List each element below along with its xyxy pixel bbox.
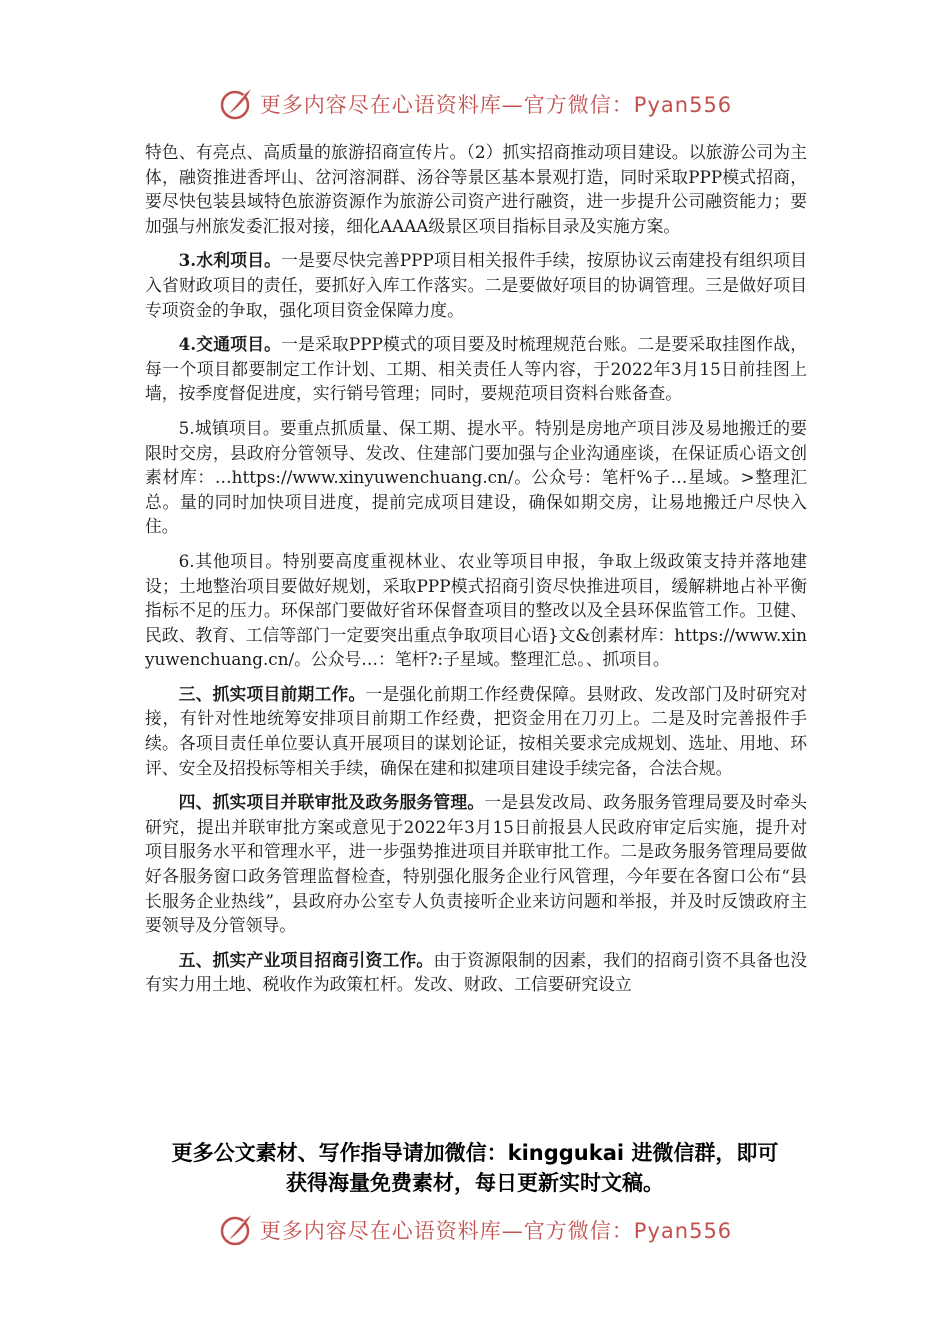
paragraph-other-projects: [145, 549, 807, 672]
footer-banner: [0, 1210, 950, 1250]
promo-line-1: 更多公文素材、写作指导请加微信：kinggukai 进微信群，即可: [171, 1141, 779, 1165]
document-body: [145, 140, 807, 1007]
paragraph-heading: 3.水利项目。: [178, 250, 282, 271]
paragraph-heading: 三、抓实项目前期工作。: [178, 683, 366, 704]
quill-circle-logo-icon: [218, 86, 254, 122]
paragraph-text: 5.城镇项目。要重点抓质量、保工期、提水平。特别是房地产项目涉及易地搬迁的要限时交房，县政府分管领导、发改、住建部门要加强与企业沟通座谈，在保证质心语文创素材库：…https://www.xinyuwenchuang.cn/。公众号：笔杆%子…星域。>整理汇总。量的同时加快项目进度，提前完成项目建设，确保如期交房，让易地搬迁户尽快入住。: [145, 417, 807, 537]
paragraph-text: 一是要尽快完善PPP项目相关报件手续，按原协议云南建投有组织项目入省财政项目的责任，要抓好入库工作落实。二是要做好项目的协调管理。三是做好项目专项资金的争取，强化项目资金保障力度。: [145, 250, 807, 320]
paragraph-tourism-cont: [145, 140, 807, 238]
paragraph-text: 一是县发改局、政务服务管理局要及时牵头研究，提出并联审批方案或意见于2022年3月15日前报县人民政府审定后实施，提升对项目服务水平和管理水平，进一步强势推进项目并联审批工作。二是政务服务管理局要做好各服务窗口政务管理监督检查，特别强化服务企业行风管理，今年要在各窗口公布“县长服务企业热线”，县政府办公室专人负责接听企业来访问题和举报，并及时反馈政府主要领导及分管领导。: [145, 792, 807, 936]
paragraph-preliminary-work: [145, 682, 807, 780]
paragraph-text: 6.其他项目。特别要高度重视林业、农业等项目申报，争取上级政策支持并落地建设；土地整治项目要做好规划，采取PPP模式招商引资尽快推进项目，缓解耕地占补平衡指标不足的压力。环保部门要做好省环保督查项目的整改以及全县环保监管工作。卫健、民政、教育、工信等部门一定要突出重点争取项目心语}文&创素材库：https://www.xinyuwenchuang.cn/。公众号…：笔杆?:子星域。整理汇总。、抓项目。: [145, 550, 807, 670]
paragraph-text: 特色、有亮点、高质量的旅游招商宣传片。（2）抓实招商推动项目建设。以旅游公司为主体，融资推进香坪山、岔河溶洞群、汤谷等景区基本景观打造，同时采取PPP模式招商，要尽快包装县域特色旅游资源作为旅游公司资产进行融资，进一步提升公司融资能力；要加强与州旅发委汇报对接，细化AAAA级景区项目指标目录及实施方案。: [145, 142, 807, 236]
header-banner-text: 更多内容尽在心语资料库—官方微信：Pyan556: [259, 93, 733, 117]
paragraph-heading: 五、抓实产业项目招商引资工作。: [178, 949, 434, 970]
paragraph-traffic-projects: [145, 332, 807, 406]
paragraph-investment-promotion: [145, 948, 807, 997]
promo-line-2: 获得海量免费素材，每日更新实时文稿。: [286, 1171, 664, 1195]
quill-circle-logo-icon: [218, 1212, 254, 1248]
paragraph-text: 一是强化前期工作经费保障。县财政、发改部门及时研究对接，有针对性地统筹安排项目前期工作经费，把资金用在刀刃上。二是及时完善报件手续。各项目责任单位要认真开展项目的谋划论证，按相关要求完成规划、选址、用地、环评、安全及招投标等相关手续，确保在建和拟建项目建设手续完备，合法合规。: [145, 683, 807, 778]
header-banner: [0, 84, 950, 124]
paragraph-text: 一是采取PPP模式的项目要及时梳理规范台账。二是要采取挂图作战，每一个项目都要制定工作计划、工期、相关责任人等内容，于2022年3月15日前挂图上墙，按季度督促进度，实行销号管理；同时，要规范项目资料台账备查。: [145, 334, 807, 404]
paragraph-heading: 4.交通项目。: [178, 334, 282, 355]
paragraph-water-projects: [145, 248, 807, 322]
paragraph-text: 由于资源限制的因素，我们的招商引资不具备也没有实力用土地、税收作为政策杠杆。发改、财政、工信要研究设立: [145, 949, 807, 995]
promo-notice: [150, 1138, 800, 1198]
footer-banner-text: 更多内容尽在心语资料库—官方微信：Pyan556: [259, 1219, 733, 1243]
paragraph-heading: 四、抓实项目并联审批及政务服务管理。: [178, 792, 485, 813]
paragraph-parallel-approval: [145, 790, 807, 938]
paragraph-town-projects: [145, 416, 807, 539]
